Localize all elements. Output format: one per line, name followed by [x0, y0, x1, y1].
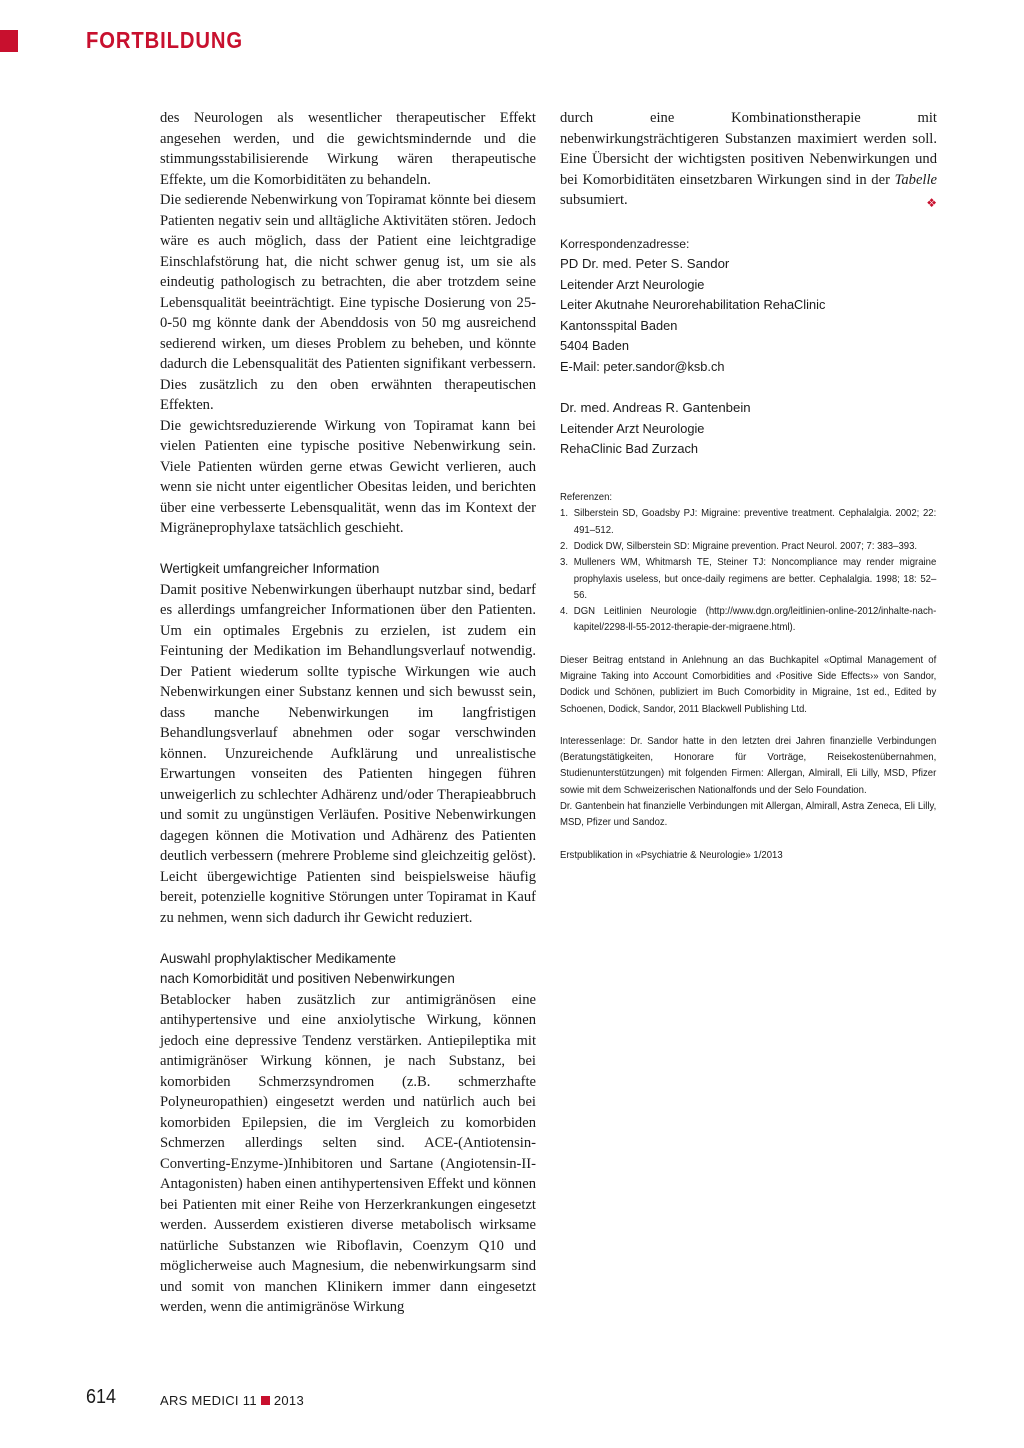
- paragraph: Betablocker haben zusätzlich zur antimigränösen eine antihypertensive und eine anxiolytische Wirkung, können jedoch eine depressive Tendenz verstärken. Antiepileptika mit antimigränöser Wirkung können, je nach Substanz, bei komorbiden Schmerzsyndromen (z.B. schmerzhafte Polyneuropathien) eingesetzt werden und natürlich auch bei komorbiden Epilepsien, die im Vergleich zu komorbiden Schmerzen allerdings selten sind. ACE-(Antiotensin-Converting-Enzyme-)Inhibitoren und Sartane (Angiotensin-II-Antagonisten) haben einen antihypertensiven Effekt und können bei Patienten mit einer Reihe von Herzerkrankungen eingesetzt werden. Ausserdem existieren diverse metabolisch wirksame natürliche Substanzen wie Riboflavin, Coenzym Q10 und möglicherweise auch Magnesium, die nebenwirkungsarm sind und somit von manchen Klinikern immer dann eingesetzt werden, wenn die antimigränöse Wirkung: [160, 991, 536, 1315]
- section-heading-line2: nach Komorbidität und positiven Nebenwirkungen: [160, 971, 455, 986]
- paragraph: Die sedierende Nebenwirkung von Topiramat könnte bei diesem Patienten negativ sein und alltägliche Aktivitäten stören. Jedoch wäre es auch möglich, dass der Patient eine leichtgradige Einschlafstörung hat, die nicht schwer genug ist, um sie als eindeutig pathologisch zu betrachten, die aber trotzdem seine Lebensqualität beeinträchtigt. Eine typische Dosierung von 25-0-50 mg könnte dank der Abenddosis von 50 mg ausreichend sedierend wirken, um dieses Problem zu beheben, und könnte dadurch die Lebensqualität des Patienten signifikant verbessern. Dies zusätzlich zu den oben erwähnten therapeutischen Effekten.: [160, 192, 537, 413]
- paragraph: [560, 108, 937, 211]
- reference-item: [560, 539, 936, 555]
- author-name: Dr. med. Andreas R. Gantenbein: [560, 400, 751, 416]
- end-of-article-icon: ❖: [926, 196, 937, 210]
- reference-text: Dodick DW, Silberstein SD: Migraine prevention. Pract Neurol. 2007; 7: 383–393.: [573, 540, 918, 552]
- source-note: Dieser Beitrag entstand in Anlehnung an das Buchkapitel «Optimal Management of Migraine Taking into Account Comorbidities and ‹Positive Side Effects›» von Sandor, Dodick und Schönen, publiziert im Buch Comorbidity in Migraine, 1st ed., Edited by Schoenen, Dodick, Sandor, 2011 Blackwell Publishing Ltd.: [560, 654, 937, 715]
- magazine-name: ARS MEDICI 11: [160, 1393, 257, 1408]
- reference-item: [560, 604, 936, 637]
- author-line: Leitender Arzt Neurologie: [560, 276, 705, 292]
- reference-number: 2.: [560, 540, 568, 552]
- reference-item: [560, 555, 936, 604]
- page-number: 614: [86, 1386, 117, 1408]
- author-line: Leiter Akutnahe Neurorehabilitation RehaClinic: [560, 297, 826, 313]
- reference-item: [560, 506, 936, 539]
- section-heading: Wertigkeit umfangreicher Information: [160, 561, 380, 576]
- intro-end: subsumiert.: [560, 192, 628, 208]
- footer-square-icon: [261, 1396, 270, 1405]
- author-line: Leitender Arzt Neurologie: [560, 420, 705, 436]
- author-line: Kantonsspital Baden: [560, 317, 678, 333]
- reference-text: Silberstein SD, Goadsby PJ: Migraine: preventive treatment. Cephalalgia. 2002; 22: 491–512.: [573, 508, 937, 536]
- correspondence-label: Korrespondenzadresse:: [560, 236, 690, 251]
- author-name: PD Dr. med. Peter S. Sandor: [560, 256, 730, 272]
- section-title: FORTBILDUNG: [86, 27, 243, 53]
- reference-number: 1.: [560, 508, 568, 520]
- reference-text: DGN Leitlinien Neurologie (http://www.dgn.org/leitlinien-online-2012/inhalte-nach-kapitel/2298-ll-55-2012-therapie-der-migraene.html).: [573, 606, 937, 634]
- right-column: [560, 108, 937, 864]
- left-column: [160, 108, 536, 1318]
- author-email: E-Mail: peter.sandor@ksb.ch: [560, 359, 725, 375]
- interest-note: Dr. Gantenbein hat finanzielle Verbindungen mit Allergan, Almirall, Astra Zeneca, Eli Lilly, MSD, Pfizer und Sandoz.: [560, 801, 937, 829]
- reference-number: 3.: [560, 557, 568, 569]
- reference-text: Mulleners WM, Whitmarsh TE, Steiner TJ: Noncompliance may render migraine prophylaxis useless, but once-daily regimens are better. Cephalalgia. 1998; 18: 52–56.: [573, 557, 937, 601]
- author-line: 5404 Baden: [560, 338, 630, 354]
- table-reference: Tabelle: [894, 171, 938, 188]
- paragraph: Die gewichtsreduzierende Wirkung von Topiramat kann bei vielen Patienten eine typische positive Nebenwirkung sein. Viele Patienten würden gerne etwas Gewicht verlieren, auch wenn sie nicht unter eigentlicher Obesitas leiden, und berichten über eine verbesserte Lebensqualität, wenn das im Kontext der Migräneprophylaxe tatsächlich geschieht.: [160, 417, 536, 536]
- paragraph: Damit positive Nebenwirkungen überhaupt nutzbar sind, bedarf es allerdings umfangreicher Informationen über den Patienten. Um ein optimales Ergebnis zu erzielen, ist zudem ein Feintuning der Medikation im Behandlungsverlauf notwendig. Der Patient wiederum sollte typische Wirkungen wie auch Nebenwirkungen einer Substanz kennen und sich bewusst sein, dass manche Nebenwirkungen im langfristigen Behandlungsverlauf abnehmen oder sogar verschwinden können. Unzureichende Aufklärung und unrealistische Erwartungen vonseiten des Patienten hingegen führen unweigerlich zu schlechter Adhärenz und/oder Therapieabbruch und somit zu ungünstigen Verläufen. Positive Nebenwirkungen dagegen können die Motivation und Adhärenz des Patienten deutlich verbessern (mehrere Probleme sind gleichzeitig gelöst). Leicht übergewichtige Patienten sind beispielsweise häufig bereit, potenzielle kognitive Störungen unter Topiramat in Kauf zu nehmen, wenn sich dadurch ihr Gewicht reduziert.: [160, 581, 536, 926]
- references-block: [560, 490, 936, 864]
- correspondence-block: [560, 234, 937, 461]
- magazine-year: 2013: [273, 1393, 304, 1408]
- header-accent-mark: [0, 30, 18, 52]
- intro-text: durch eine Kombinationstherapie mit nebenwirkungsträchtigeren Substanzen maximiert werden soll. Eine Übersicht der wichtigsten positiven Nebenwirkungen und bei Komorbiditäten einsetzbaren Wirkungen sind in der: [560, 110, 937, 188]
- reference-number: 4.: [560, 606, 568, 618]
- first-publication-note: Erstpublikation in «Psychiatrie & Neurologie» 1/2013: [560, 849, 783, 861]
- paragraph: des Neurologen als wesentlicher therapeutischer Effekt angesehen werden, und die gewichtsmindernde und die stimmungsstabilisierende Wirkung wären therapeutische Effekte, um die Komorbiditäten zu behandeln.: [160, 110, 536, 188]
- interest-note: Interessenlage: Dr. Sandor hatte in den letzten drei Jahren finanzielle Verbindungen (Beratungstätigkeiten, Honorare für Vorträge, Reisekostenübernahmen, Studienunterstützungen) mit folgenden Firmen: Allergan, Almirall, Eli Lilly, MSD, Pfizer sowie mit dem Schweizerischen Nationalfonds und der Selo Foundation.: [560, 735, 937, 796]
- section-heading-line1: Auswahl prophylaktischer Medikamente: [160, 950, 396, 966]
- references-title: Referenzen:: [560, 492, 613, 504]
- footer-magazine: [160, 1393, 304, 1408]
- author-line: RehaClinic Bad Zurzach: [560, 441, 698, 457]
